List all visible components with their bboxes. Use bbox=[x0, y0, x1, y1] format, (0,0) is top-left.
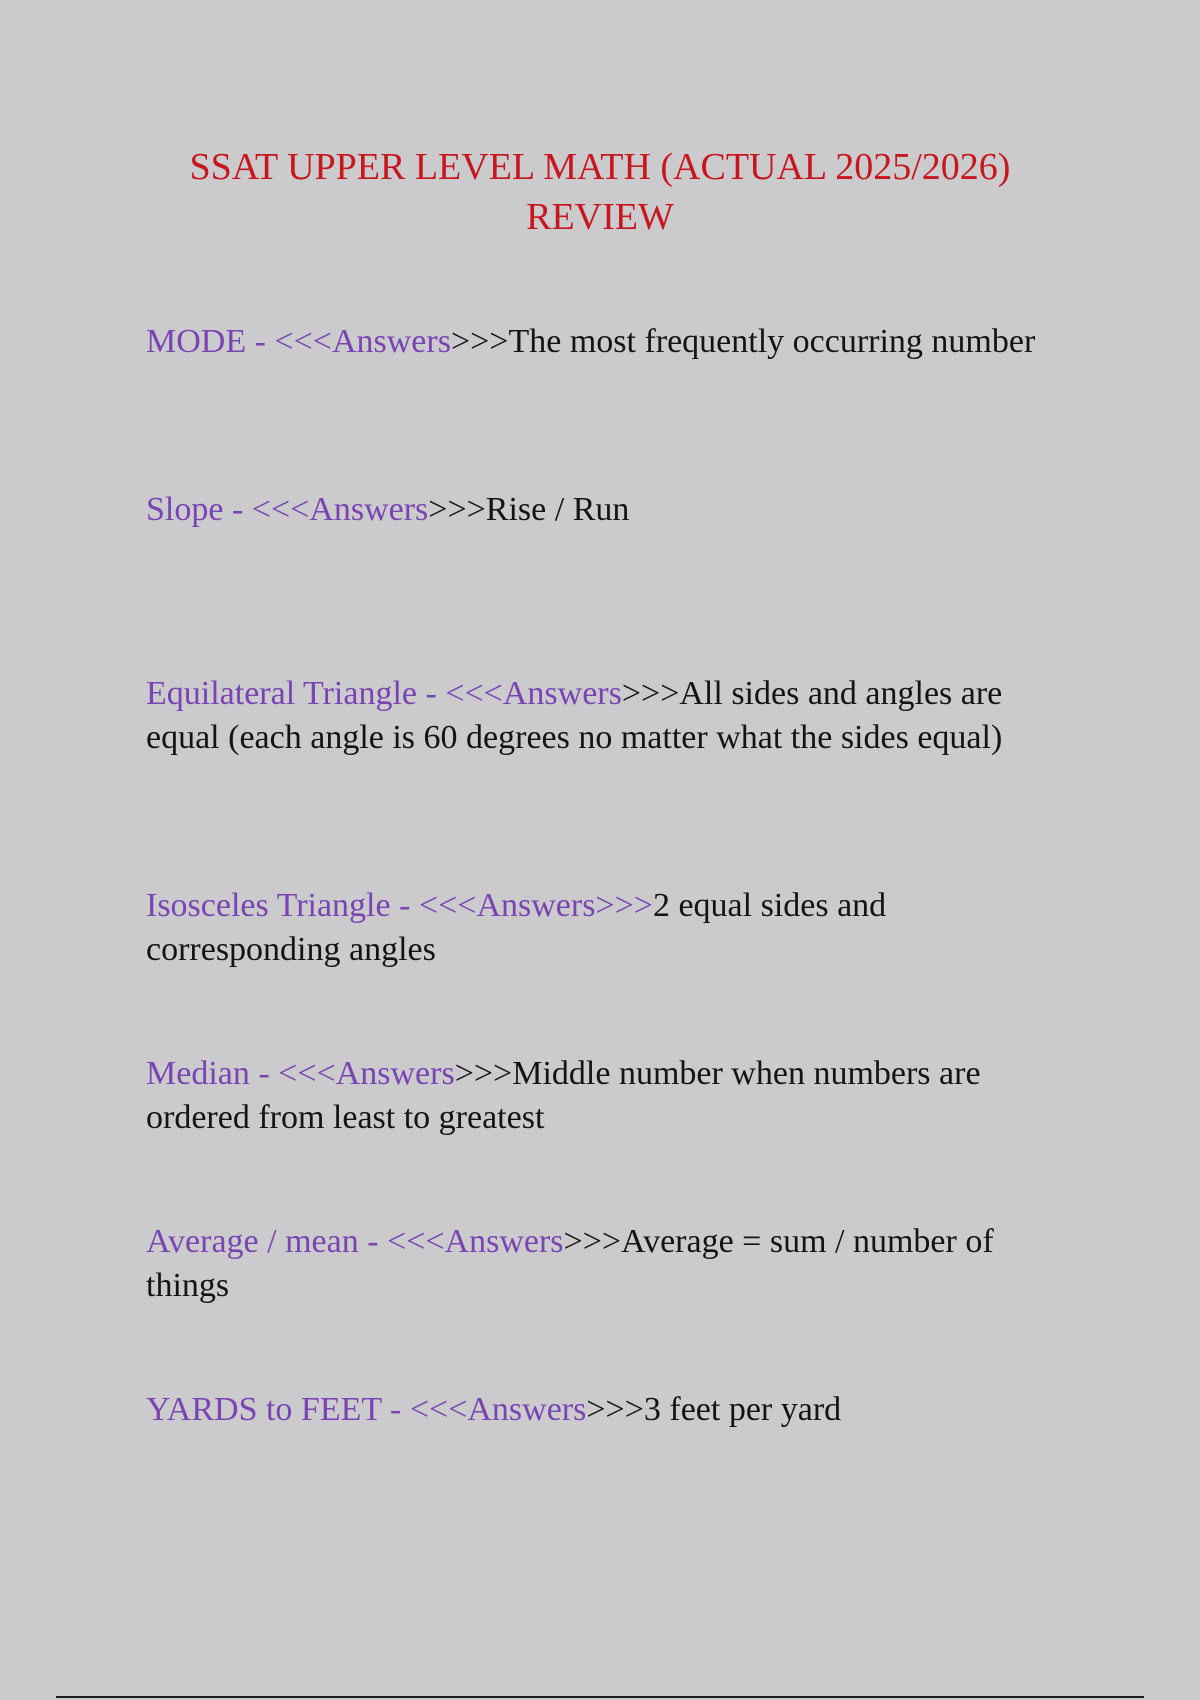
entry-definition: 2 equal sides and corresponding angles bbox=[146, 887, 887, 968]
entry-term: Equilateral Triangle - <<<Answers bbox=[146, 675, 622, 712]
entry-term: Isosceles Triangle - <<<Answers>>> bbox=[146, 887, 653, 924]
entry-definition: >>>Average = sum / number of things bbox=[146, 1223, 994, 1304]
entry-term: MODE - <<<Answers bbox=[146, 323, 451, 360]
entry-yards-to-feet bbox=[146, 1388, 1046, 1432]
entry-definition: >>>Rise / Run bbox=[428, 491, 630, 528]
entry-isosceles-triangle bbox=[146, 884, 1046, 972]
entry-equilateral-triangle bbox=[146, 672, 1046, 760]
entry-slope bbox=[146, 488, 1046, 532]
entry-definition: >>>Middle number when numbers are ordered from least to greatest bbox=[146, 1055, 981, 1136]
entry-term: Median - <<<Answers bbox=[146, 1055, 455, 1092]
entry-average-mean bbox=[146, 1220, 1046, 1308]
entry-term: YARDS to FEET - <<<Answers bbox=[146, 1391, 587, 1428]
entry-definition: >>>All sides and angles are equal (each angle is 60 degrees no matter what the sides equal) bbox=[146, 675, 1003, 756]
entry-definition: >>>3 feet per yard bbox=[586, 1391, 842, 1428]
bottom-divider bbox=[56, 1696, 1144, 1698]
entry-median bbox=[146, 1052, 1046, 1140]
entry-mode bbox=[146, 320, 1046, 364]
entry-term: Slope - <<<Answers bbox=[146, 491, 429, 528]
entry-definition: >>>The most frequently occurring number bbox=[450, 323, 1036, 360]
title-line-2: REVIEW bbox=[526, 196, 674, 238]
entry-term: Average / mean - <<<Answers bbox=[146, 1223, 564, 1260]
document-title bbox=[100, 142, 1100, 242]
title-line-1: SSAT UPPER LEVEL MATH (ACTUAL 2025/2026) bbox=[189, 146, 1011, 188]
